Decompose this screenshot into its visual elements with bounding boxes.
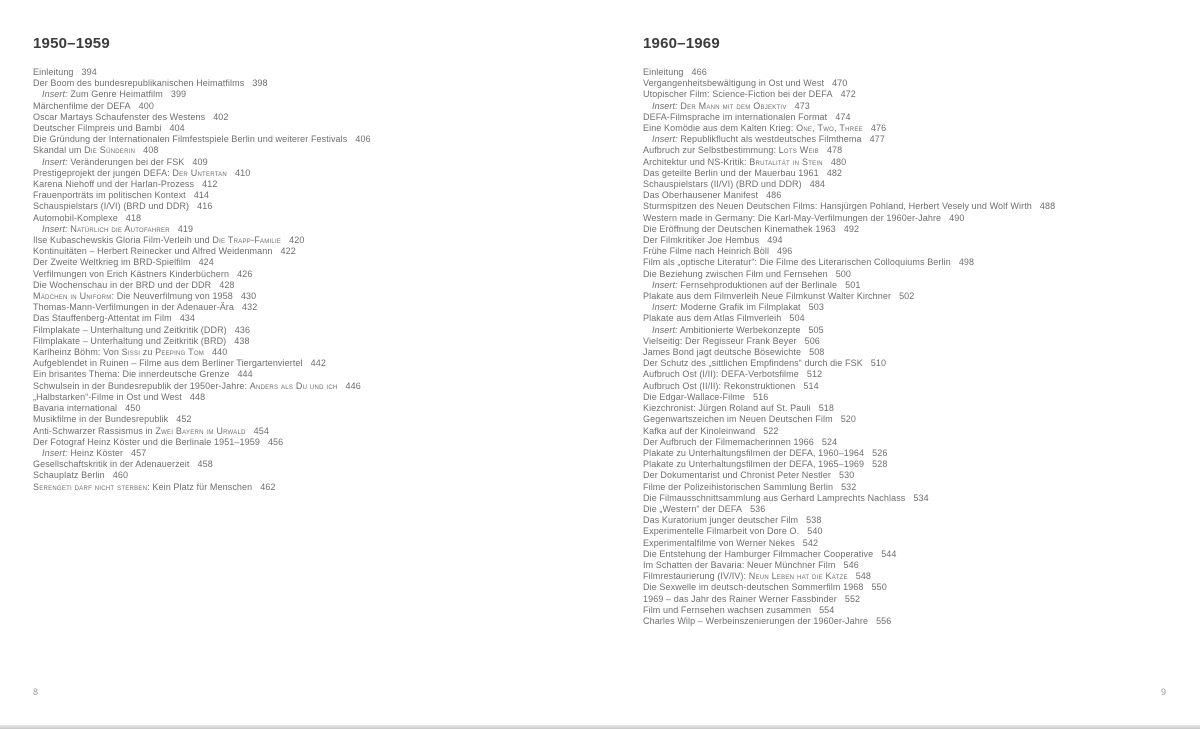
entry-text: Gegenwartszeichen im Neuen Deutschen Film — [643, 414, 833, 425]
toc-entry — [643, 369, 1188, 380]
entry-page-number: 556 — [876, 615, 892, 626]
toc-entry — [643, 515, 1188, 526]
entry-text: Architektur und NS-Kritik: — [643, 156, 750, 167]
entry-page-number: 452 — [176, 414, 192, 425]
entry-text: Der Untertan — [172, 167, 227, 178]
entry-page-number: 496 — [777, 246, 793, 257]
entry-page-number: 528 — [872, 459, 888, 470]
entry-text: Ambitionierte Werbekonzepte — [677, 324, 801, 335]
toc-entry — [643, 582, 1188, 593]
entry-page-number: 419 — [177, 223, 194, 234]
entry-text: Das Stauffenberg-Attentat im Film — [33, 313, 172, 324]
entry-text: Schauplatz Berlin — [33, 470, 105, 481]
toc-entry — [33, 134, 618, 145]
entry-text: Insert: — [42, 223, 68, 234]
entry-text: Fernsehproduktionen auf der Berlinale — [677, 279, 838, 290]
entry-text: Aufbruch zur Selbstbestimmung: — [643, 145, 779, 156]
entry-text: Plakate aus dem Atlas Filmverleih — [643, 313, 782, 324]
entry-page-number: 448 — [189, 391, 206, 402]
entry-text: Im Schatten der Bavaria: Neuer Münchner Film — [643, 559, 836, 570]
entry-page-number: 424 — [198, 257, 214, 268]
entry-text: Natürlich die Autofahrer — [70, 223, 170, 234]
entry-text: Musikfilme in der Bundesrepublik — [33, 414, 169, 425]
toc-entry — [33, 213, 618, 224]
entry-text: Einleitung — [33, 67, 74, 77]
toc-entry — [33, 190, 618, 201]
toc-entry — [643, 426, 1188, 437]
toc-entry — [33, 168, 618, 179]
entry-text: Filmplakate – Unterhaltung und Zeitkritik (DDR) — [33, 324, 227, 335]
entry-text: Kontinuitäten – Herbert Reinecker und Alfred Weidenmann — [33, 246, 273, 257]
entry-text: Insert: — [652, 324, 678, 335]
toc-entry — [33, 78, 618, 89]
entry-text: Mädchen in Uniform — [33, 291, 112, 302]
entry-page-number: 505 — [808, 324, 824, 335]
entry-page-number: 430 — [240, 291, 257, 302]
toc-entry — [33, 269, 618, 280]
entry-page-number: 454 — [253, 425, 269, 436]
entry-text: Aufbruch Ost (II/II): Rekonstruktionen — [643, 380, 796, 391]
entry-page-number: 476 — [870, 123, 887, 134]
toc-entry — [33, 123, 618, 134]
toc-entry — [33, 257, 618, 268]
toc-entry — [33, 235, 618, 246]
entry-page-number: 498 — [958, 257, 975, 268]
entry-text: Verfilmungen von Erich Kästners Kinderbüchern — [33, 268, 230, 279]
toc-entry — [643, 504, 1188, 515]
toc-insert-entry — [643, 101, 1188, 112]
entry-page-number: 540 — [807, 526, 823, 537]
entry-page-number: 410 — [235, 167, 251, 178]
entry-text: Kiezchronist: Jürgen Roland auf St. Pauli — [643, 403, 811, 414]
toc-entry — [643, 179, 1188, 190]
entry-page-number: 408 — [143, 145, 159, 156]
entry-text: Märchenfilme der DEFA — [33, 100, 131, 111]
entry-text: Schauspielstars (II/VI) (BRD und DDR) — [643, 179, 802, 190]
entry-text: Insert: — [42, 89, 68, 100]
toc-entry — [33, 101, 618, 112]
toc-entry — [643, 246, 1188, 257]
toc-entry — [33, 459, 618, 470]
page-folio-right: 9 — [1160, 687, 1166, 697]
entry-page-number: 402 — [213, 111, 229, 122]
toc-entry — [33, 358, 618, 369]
toc-entry — [33, 291, 618, 302]
entry-page-number: 398 — [252, 78, 268, 89]
entry-text: Automobil-Komplexe — [33, 212, 118, 223]
toc-entry — [643, 168, 1188, 179]
toc-entry — [33, 302, 618, 313]
entry-page-number: 501 — [845, 279, 861, 290]
entry-page-number: 512 — [806, 369, 823, 380]
toc-entry — [33, 347, 618, 358]
entry-page-number: 470 — [832, 78, 848, 89]
entry-page-number: 503 — [808, 302, 824, 313]
entry-text: Lots Weib — [778, 145, 819, 156]
entry-page-number: 516 — [753, 391, 769, 402]
entry-text: Schwulsein in der Bundesrepublik der 1950er-Jahre: — [33, 380, 250, 391]
entry-page-number: 456 — [267, 436, 284, 447]
entry-text: Zwei Bayern im Urwald — [155, 425, 246, 436]
toc-entry — [643, 403, 1188, 414]
entry-text: Brutalität in Stein — [749, 156, 823, 167]
entry-page-number: 486 — [766, 190, 782, 201]
entry-page-number: 404 — [169, 123, 185, 134]
entry-page-number: 502 — [899, 291, 915, 302]
toc-entry — [33, 437, 618, 448]
toc-entry — [33, 392, 618, 403]
entry-page-number: 450 — [125, 403, 141, 414]
entry-page-number: 438 — [234, 335, 250, 346]
entry-text: Charles Wilp – Werbeinszenierungen der 1960er-Jahre — [643, 615, 869, 626]
column-heading: 1960–1969 — [643, 35, 720, 52]
entry-text: Das geteilte Berlin und der Mauerbau 1961 — [643, 167, 819, 178]
toc-entry — [643, 257, 1188, 268]
entry-text: Der Mann mit dem Objektiv — [680, 100, 787, 111]
entry-text: Vergangenheitsbewältigung in Ost und West — [643, 78, 825, 89]
entry-page-number: 440 — [212, 347, 228, 358]
toc-entry — [643, 123, 1188, 134]
entry-page-number: 484 — [809, 179, 826, 190]
entry-page-number: 552 — [844, 593, 861, 604]
toc-insert-entry — [643, 134, 1188, 145]
entry-text: Gesellschaftskritik in der Adenauerzeit — [33, 459, 190, 470]
entry-text: Einleitung — [643, 67, 684, 77]
entry-text: Ein brisantes Thema: Die innerdeutsche Grenze — [33, 369, 230, 380]
toc-column-1950s — [33, 31, 618, 493]
entry-text: Film und Fernsehen wachsen zusammen — [643, 604, 812, 615]
entry-text: Thomas-Mann-Verfilmungen in der Adenauer-Ära — [33, 302, 235, 313]
toc-entry — [33, 470, 618, 481]
toc-insert-entry — [33, 224, 618, 235]
entry-text: Die Sünderin — [84, 145, 136, 156]
toc-entry — [643, 605, 1188, 616]
toc-entry — [33, 67, 618, 78]
entry-text: Serengeti darf nicht sterben — [33, 481, 148, 492]
entry-text: Neun Leben hat die Katze — [748, 571, 848, 582]
entry-page-number: 518 — [818, 403, 835, 414]
entry-text: Republikflucht als westdeutsches Filmthema — [677, 134, 862, 145]
entry-text: Experimentalfilme von Werner Nekes — [643, 537, 795, 548]
entry-text: Bavaria international — [33, 403, 118, 414]
toc-entry — [643, 313, 1188, 324]
toc-entry — [643, 482, 1188, 493]
entry-page-number: 514 — [803, 380, 819, 391]
entry-text: Veränderungen bei der FSK — [67, 156, 185, 167]
entry-text: Der Boom des bundesrepublikanischen Heimatfilms — [33, 78, 245, 89]
toc-insert-entry — [643, 325, 1188, 336]
entry-text: Die Entstehung der Hamburger Filmmacher Cooperative — [643, 548, 874, 559]
entry-page-number: 494 — [767, 235, 783, 246]
entry-text: Die Trapp-Familie — [212, 235, 282, 246]
entry-text: Insert: — [652, 134, 678, 145]
entry-text: Karlheinz Böhm: Von — [33, 347, 122, 358]
entry-page-number: 548 — [855, 571, 872, 582]
toc-entry — [643, 67, 1188, 78]
entry-text: Anti-Schwarzer Rassismus in — [33, 425, 156, 436]
entry-text: Utopischer Film: Science-Fiction bei der DEFA — [643, 89, 833, 100]
entry-page-number: 530 — [838, 470, 855, 481]
toc-entry — [643, 571, 1188, 582]
toc-entry — [33, 414, 618, 425]
toc-entry — [643, 381, 1188, 392]
entry-page-number: 418 — [125, 212, 142, 223]
entry-page-number: 412 — [202, 179, 218, 190]
entry-page-number: 536 — [750, 503, 766, 514]
entry-text: Plakate aus dem Filmverleih Neue Filmkunst Walter Kirchner — [643, 291, 892, 302]
entry-page-number: 492 — [843, 223, 860, 234]
entry-text: Der Dokumentarist und Chronist Peter Nestler — [643, 470, 831, 481]
entry-page-number: 504 — [789, 313, 805, 324]
toc-entry — [643, 112, 1188, 123]
entry-page-number: 428 — [219, 279, 235, 290]
entry-page-number: 478 — [826, 145, 843, 156]
entry-text: Insert: — [42, 156, 68, 167]
toc-entry — [33, 313, 618, 324]
toc-entry — [33, 482, 618, 493]
entry-text: „Halbstarken“-Filme in Ost und West — [33, 391, 182, 402]
entry-text: Deutscher Filmpreis und Bambi — [33, 123, 162, 134]
entry-page-number: 420 — [289, 235, 305, 246]
toc-entry — [643, 89, 1188, 100]
toc-entry — [643, 560, 1188, 571]
toc-entry — [643, 594, 1188, 605]
entry-page-number: 538 — [806, 515, 822, 526]
entry-page-number: 526 — [872, 447, 888, 458]
entry-page-number: 466 — [691, 67, 707, 77]
entry-page-number: 400 — [138, 100, 154, 111]
entry-text: Plakate zu Unterhaltungsfilmen der DEFA, 1965–1969 — [643, 459, 865, 470]
entry-page-number: 542 — [802, 537, 819, 548]
entry-page-number: 462 — [260, 481, 276, 492]
entry-text: Filme der Polizeihistorischen Sammlung Berlin — [643, 481, 834, 492]
entry-text: James Bond jagt deutsche Bösewichte — [643, 347, 802, 358]
entry-page-number: 534 — [913, 492, 929, 503]
entry-page-number: 457 — [131, 447, 147, 458]
entry-text: Karena Niehoff und der Harlan-Prozess — [33, 179, 195, 190]
toc-entry — [33, 280, 618, 291]
entry-text: 1969 – das Jahr des Rainer Werner Fassbinder — [643, 593, 837, 604]
toc-entry — [33, 426, 618, 437]
entry-page-number: 416 — [197, 201, 213, 212]
entry-page-number: 473 — [794, 100, 810, 111]
toc-insert-entry — [643, 302, 1188, 313]
entry-text: Die Filmausschnittsammlung aus Gerhard Lamprechts Nachlass — [643, 492, 906, 503]
entry-page-number: 532 — [841, 481, 857, 492]
toc-entry — [643, 493, 1188, 504]
entry-text: Die „Western“ der DEFA — [643, 503, 743, 514]
page-folio-left: 8 — [33, 687, 39, 697]
page-edge-shadow — [0, 725, 1200, 729]
entry-text: Insert: — [42, 447, 68, 458]
entry-page-number: 394 — [81, 67, 97, 77]
entry-text: Peeping Tom — [155, 347, 205, 358]
entry-text: Die Gründung der Internationalen Filmfestspiele Berlin und weiterer Festivals — [33, 134, 348, 145]
entry-page-number: 406 — [355, 134, 371, 145]
entry-text: Insert: — [652, 302, 678, 313]
toc-insert-entry — [643, 280, 1188, 291]
entry-text: One, Two, Three — [796, 123, 863, 134]
entry-text: Eine Komödie aus dem Kalten Krieg: — [643, 123, 797, 134]
entry-page-number: 472 — [840, 89, 856, 100]
entry-page-number: 432 — [242, 302, 258, 313]
toc-entry — [33, 381, 618, 392]
entry-text: Sturmspitzen des Neuen Deutschen Films: Hansjürgen Pohland, Herbert Vesely und Wolf Wirth — [643, 201, 1032, 212]
entry-text: Sissi — [121, 347, 141, 358]
entry-text: Zum Genre Heimatfilm — [67, 89, 163, 100]
entry-text: Western made in Germany: Die Karl-May-Verfilmungen der 1960er-Jahre — [643, 212, 942, 223]
entry-page-number: 506 — [804, 335, 820, 346]
entry-text: Der Filmkritiker Joe Hembus — [643, 235, 760, 246]
toc-entry — [643, 538, 1188, 549]
entry-text: Das Oberhausener Manifest — [643, 190, 759, 201]
entry-text: Der Aufbruch der Filmemacherinnen 1966 — [643, 436, 814, 447]
entry-page-number: 399 — [170, 89, 187, 100]
entry-page-number: 446 — [345, 380, 361, 391]
toc-entry — [643, 213, 1188, 224]
entry-text: Der Fotograf Heinz Köster und die Berlinale 1951–1959 — [33, 436, 260, 447]
entry-text: Frühe Filme nach Heinrich Böll — [643, 246, 770, 257]
entry-text: Der Schutz des „sittlichen Empfindens“ durch die FSK — [643, 358, 863, 369]
entry-text: Film als „optische Literatur“: Die Filme des Literarischen Colloquiums Berlin — [643, 257, 951, 268]
entry-text: Skandal um — [33, 145, 85, 156]
toc-entry — [643, 78, 1188, 89]
entry-text: Die Beziehung zwischen Film und Fernsehen — [643, 268, 828, 279]
entry-text: Experimentelle Filmarbeit von Dore O. — [643, 526, 800, 537]
toc-entry — [643, 414, 1188, 425]
entry-text: Filmrestaurierung (IV/IV): — [643, 571, 749, 582]
entry-page-number: 554 — [819, 604, 835, 615]
toc-entry — [33, 403, 618, 414]
toc-entry — [643, 526, 1188, 537]
entry-text: Aufbruch Ost (I/II): DEFA-Verbotsfilme — [643, 369, 799, 380]
toc-entry — [643, 224, 1188, 235]
entry-page-number: 522 — [763, 425, 779, 436]
entry-page-number: 524 — [821, 436, 838, 447]
entry-text: Schauspielstars (I/VI) (BRD und DDR) — [33, 201, 190, 212]
entry-page-number: 474 — [835, 111, 851, 122]
entry-page-number: 490 — [949, 212, 965, 223]
toc-entry — [33, 145, 618, 156]
toc-entry — [643, 235, 1188, 246]
entry-page-number: 414 — [193, 190, 210, 201]
toc-entry — [33, 179, 618, 190]
toc-entry — [643, 190, 1188, 201]
entry-text: : Kein Platz für Menschen — [147, 481, 253, 492]
toc-list — [33, 67, 618, 493]
entry-page-number: 500 — [835, 268, 852, 279]
toc-entry — [643, 470, 1188, 481]
entry-page-number: 444 — [237, 369, 253, 380]
entry-text: DEFA-Filmsprache im internationalen Format — [643, 111, 828, 122]
toc-entry — [643, 157, 1188, 168]
entry-text: Kafka auf der Kinoleinwand — [643, 425, 756, 436]
toc-entry — [643, 448, 1188, 459]
toc-entry — [33, 201, 618, 212]
entry-text: Prestigeprojekt der jungen DEFA: — [33, 167, 173, 178]
toc-entry — [643, 358, 1188, 369]
entry-page-number: 546 — [843, 559, 859, 570]
entry-text: Das Kuratorium junger deutscher Film — [643, 515, 799, 526]
entry-text: Anders als Du und ich — [249, 380, 338, 391]
entry-text: Die Sexwelle im deutsch-deutschen Sommerfilm 1968 — [643, 582, 864, 593]
toc-entry — [33, 246, 618, 257]
entry-page-number: 550 — [871, 582, 887, 593]
entry-text: Insert: — [652, 279, 678, 290]
toc-entry — [643, 291, 1188, 302]
entry-page-number: 488 — [1039, 201, 1056, 212]
entry-page-number: 434 — [179, 313, 196, 324]
toc-entry — [33, 369, 618, 380]
entry-text: Moderne Grafik im Filmplakat — [677, 302, 801, 313]
entry-text: Aufgeblendet in Ruinen – Filme aus dem Berliner Tiergartenviertel — [33, 358, 303, 369]
entry-text: zu — [140, 347, 156, 358]
toc-entry — [643, 437, 1188, 448]
entry-text: Die Edgar-Wallace-Filme — [643, 391, 745, 402]
entry-page-number: 458 — [197, 459, 213, 470]
entry-page-number: 442 — [310, 358, 326, 369]
toc-entry — [643, 201, 1188, 212]
entry-text: Insert: — [652, 100, 678, 111]
entry-page-number: 436 — [234, 324, 251, 335]
entry-text: Oscar Martays Schaufenster des Westens — [33, 111, 206, 122]
toc-entry — [643, 549, 1188, 560]
toc-entry — [643, 336, 1188, 347]
entry-page-number: 409 — [192, 156, 208, 167]
toc-entry — [33, 336, 618, 347]
entry-page-number: 422 — [280, 246, 296, 257]
entry-text: Die Eröffnung der Deutschen Kinemathek 1963 — [643, 223, 836, 234]
entry-page-number: 477 — [869, 134, 885, 145]
entry-page-number: 482 — [826, 167, 843, 178]
entry-text: Ilse Kubaschewskis Gloria Film-Verleih und — [33, 235, 213, 246]
entry-page-number: 426 — [237, 268, 253, 279]
entry-text: Vielseitig: Der Regisseur Frank Beyer — [643, 335, 797, 346]
toc-list — [643, 67, 1188, 627]
entry-page-number: 480 — [830, 156, 847, 167]
toc-entry — [33, 325, 618, 336]
toc-entry — [643, 145, 1188, 156]
entry-text: Frauenporträts im politischen Kontext — [33, 190, 186, 201]
toc-insert-entry — [33, 157, 618, 168]
entry-page-number: 544 — [881, 548, 897, 559]
toc-insert-entry — [33, 89, 618, 100]
entry-page-number: 520 — [840, 414, 857, 425]
entry-text: Plakate zu Unterhaltungsfilmen der DEFA, 1960–1964 — [643, 447, 865, 458]
toc-entry — [643, 269, 1188, 280]
entry-page-number: 460 — [112, 470, 129, 481]
toc-entry — [33, 112, 618, 123]
entry-text: Heinz Köster — [67, 447, 124, 458]
column-heading: 1950–1959 — [33, 35, 110, 52]
entry-page-number: 510 — [870, 358, 887, 369]
entry-text: Die Wochenschau in der BRD und der DDR — [33, 279, 212, 290]
toc-entry — [643, 459, 1188, 470]
toc-entry — [643, 347, 1188, 358]
entry-text: Der Zweite Weltkrieg im BRD-Spielfilm — [33, 257, 191, 268]
toc-column-1960s — [643, 31, 1188, 627]
toc-entry — [643, 616, 1188, 627]
toc-entry — [643, 392, 1188, 403]
entry-text: Filmplakate – Unterhaltung und Zeitkritik (BRD) — [33, 335, 227, 346]
entry-text: : Die Neuverfilmung von 1958 — [111, 291, 233, 302]
entry-page-number: 508 — [809, 347, 825, 358]
toc-insert-entry — [33, 448, 618, 459]
